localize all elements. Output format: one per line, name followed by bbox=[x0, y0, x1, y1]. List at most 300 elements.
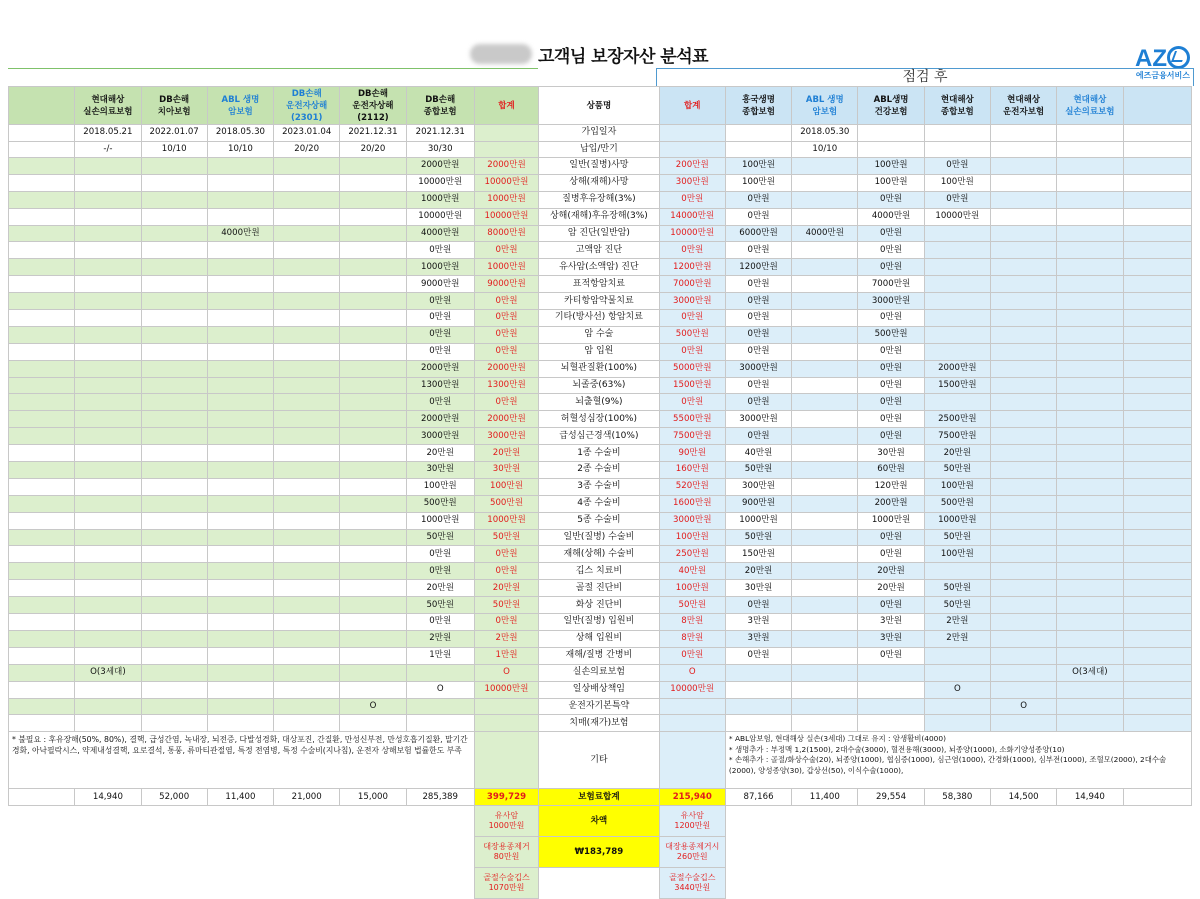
product-name: 기타(방사선) 항암치료 bbox=[539, 310, 660, 327]
right-cell: 500만원 bbox=[659, 326, 725, 343]
right-cell bbox=[858, 698, 924, 715]
left-cell bbox=[274, 377, 340, 394]
right-cell: 6000만원 bbox=[725, 225, 791, 242]
right-cell: 2000만원 bbox=[924, 360, 990, 377]
right-cell bbox=[1123, 293, 1192, 310]
left-cell bbox=[207, 326, 273, 343]
right-cell bbox=[1057, 681, 1123, 698]
right-cell bbox=[990, 225, 1056, 242]
right-cell bbox=[1057, 343, 1123, 360]
left-cell: O bbox=[406, 681, 474, 698]
product-name: 일상배상책임 bbox=[539, 681, 660, 698]
right-cell: 0만원 bbox=[659, 647, 725, 664]
blank-cell bbox=[406, 868, 474, 899]
left-cell bbox=[75, 326, 141, 343]
product-name: 골절 진단비 bbox=[539, 580, 660, 597]
row-lead-cell bbox=[9, 141, 75, 158]
left-cell bbox=[340, 411, 406, 428]
right-cell bbox=[1123, 225, 1192, 242]
row-lead-cell bbox=[9, 698, 75, 715]
right-cell bbox=[1057, 377, 1123, 394]
left-cell bbox=[207, 293, 273, 310]
right-cell: 0만원 bbox=[725, 597, 791, 614]
row-lead-cell bbox=[9, 715, 75, 732]
right-cell: 8만원 bbox=[659, 630, 725, 647]
left-cell bbox=[141, 478, 207, 495]
right-cell: 100만원 bbox=[924, 478, 990, 495]
premium-right-cell: 58,380 bbox=[924, 789, 990, 806]
left-cell bbox=[207, 563, 273, 580]
left-cell bbox=[207, 597, 273, 614]
product-name: 급성심근경색(10%) bbox=[539, 428, 660, 445]
right-cell bbox=[1123, 614, 1192, 631]
left-cell bbox=[75, 428, 141, 445]
right-cell bbox=[1123, 462, 1192, 479]
right-cell bbox=[1123, 259, 1192, 276]
left-cell bbox=[75, 529, 141, 546]
right-cell bbox=[1123, 208, 1192, 225]
product-name: 일반(질병) 입원비 bbox=[539, 614, 660, 631]
right-cell bbox=[990, 411, 1056, 428]
left-cell: 0만원 bbox=[474, 394, 538, 411]
right-header-3: ABL생명 건강보험 bbox=[858, 87, 924, 125]
right-cell: 0만원 bbox=[858, 546, 924, 563]
right-cell: 0만원 bbox=[725, 394, 791, 411]
left-cell: 2000만원 bbox=[474, 158, 538, 175]
right-header-7 bbox=[1123, 87, 1192, 125]
right-cell bbox=[858, 681, 924, 698]
left-cell: O(3세대) bbox=[75, 664, 141, 681]
table-row bbox=[9, 141, 1192, 158]
row-lead-cell bbox=[9, 546, 75, 563]
left-cell: 2만원 bbox=[406, 630, 474, 647]
left-cell: 1만원 bbox=[474, 647, 538, 664]
right-cell: 90만원 bbox=[659, 445, 725, 462]
blank-cell bbox=[1057, 806, 1123, 837]
right-cell: 3000만원 bbox=[659, 512, 725, 529]
left-cell bbox=[141, 191, 207, 208]
blank-cell bbox=[1123, 868, 1192, 899]
table-row bbox=[9, 647, 1192, 664]
left-cell bbox=[75, 174, 141, 191]
right-cell bbox=[924, 310, 990, 327]
right-header-4: 현대해상 종합보험 bbox=[924, 87, 990, 125]
left-cell: 1300만원 bbox=[474, 377, 538, 394]
left-cell: 0만원 bbox=[474, 242, 538, 259]
right-cell bbox=[725, 141, 791, 158]
right-cell bbox=[990, 293, 1056, 310]
product-name: 뇌졸중(63%) bbox=[539, 377, 660, 394]
left-cell bbox=[141, 310, 207, 327]
right-cell: 0만원 bbox=[924, 158, 990, 175]
left-cell bbox=[207, 377, 273, 394]
right-cell bbox=[990, 158, 1056, 175]
left-note: * 불필요 : 후유장해(50%, 80%), 결핵, 급성간염, 녹내장, 뇌전증, 다발성경화, 대상포진, 간질환, 만성신부전, 만성호흡기질환, 말기간경화, 아낙필락시스, 약제내성결핵, 요로결석, 통풍, 류마티관절염, 특정 전염병, 특정 수술비(지나침), 운전자 상해보험 법률한도 부족 bbox=[9, 732, 475, 789]
table-row bbox=[9, 125, 1192, 142]
left-cell bbox=[75, 512, 141, 529]
table-row bbox=[9, 276, 1192, 293]
left-cell bbox=[75, 597, 141, 614]
right-cell bbox=[1123, 343, 1192, 360]
left-cell bbox=[340, 546, 406, 563]
left-cell bbox=[340, 360, 406, 377]
table-row bbox=[9, 360, 1192, 377]
left-cell bbox=[274, 681, 340, 698]
right-cell bbox=[924, 225, 990, 242]
right-cell: 3만원 bbox=[858, 614, 924, 631]
right-cell bbox=[1057, 597, 1123, 614]
blank-cell bbox=[924, 806, 990, 837]
left-cell bbox=[274, 512, 340, 529]
right-cell bbox=[990, 478, 1056, 495]
right-cell bbox=[792, 293, 858, 310]
left-cell bbox=[75, 681, 141, 698]
left-cell: 1만원 bbox=[406, 647, 474, 664]
blank-cell bbox=[858, 868, 924, 899]
left-cell: 50만원 bbox=[406, 529, 474, 546]
left-cell bbox=[75, 411, 141, 428]
left-cell: 2000만원 bbox=[406, 158, 474, 175]
right-cell bbox=[1123, 529, 1192, 546]
left-cell bbox=[274, 360, 340, 377]
right-cell: 3만원 bbox=[725, 614, 791, 631]
row-lead-cell bbox=[9, 495, 75, 512]
row-lead-cell bbox=[9, 647, 75, 664]
right-cell bbox=[1123, 411, 1192, 428]
right-cell: 60만원 bbox=[858, 462, 924, 479]
premium-right-cell: 87,166 bbox=[725, 789, 791, 806]
product-name: 질병후유장해(3%) bbox=[539, 191, 660, 208]
blank-cell bbox=[858, 806, 924, 837]
left-cell bbox=[75, 462, 141, 479]
right-cell: 1200만원 bbox=[659, 259, 725, 276]
left-cell: 2021.12.31 bbox=[340, 125, 406, 142]
right-cell bbox=[792, 563, 858, 580]
left-cell bbox=[340, 495, 406, 512]
left-cell bbox=[274, 242, 340, 259]
left-cell bbox=[340, 445, 406, 462]
left-cell: 2000만원 bbox=[474, 411, 538, 428]
left-cell bbox=[207, 546, 273, 563]
right-cell: 1500만원 bbox=[924, 377, 990, 394]
right-cell: 0만원 bbox=[858, 411, 924, 428]
table-row bbox=[9, 293, 1192, 310]
left-cell bbox=[340, 512, 406, 529]
right-cell: 520만원 bbox=[659, 478, 725, 495]
right-cell: 1500만원 bbox=[659, 377, 725, 394]
left-cell: 2021.12.31 bbox=[406, 125, 474, 142]
right-cell: 0만원 bbox=[858, 225, 924, 242]
left-cell bbox=[141, 174, 207, 191]
summary-row bbox=[9, 837, 1192, 868]
left-cell bbox=[75, 580, 141, 597]
premium-lead bbox=[9, 789, 75, 806]
left-cell: 3000만원 bbox=[474, 428, 538, 445]
left-cell bbox=[141, 512, 207, 529]
right-cell bbox=[1057, 715, 1123, 732]
row-lead-cell bbox=[9, 664, 75, 681]
left-cell bbox=[75, 259, 141, 276]
left-cell bbox=[274, 174, 340, 191]
left-cell bbox=[274, 259, 340, 276]
left-cell: 0만원 bbox=[474, 614, 538, 631]
right-cell bbox=[924, 343, 990, 360]
left-cell bbox=[141, 630, 207, 647]
right-cell bbox=[1123, 698, 1192, 715]
right-cell bbox=[792, 360, 858, 377]
left-cell bbox=[274, 614, 340, 631]
row-lead-cell bbox=[9, 360, 75, 377]
right-cell: 0만원 bbox=[924, 191, 990, 208]
report-title bbox=[470, 40, 708, 68]
left-cell bbox=[141, 698, 207, 715]
right-cell bbox=[792, 343, 858, 360]
left-cell bbox=[75, 225, 141, 242]
right-cell bbox=[792, 630, 858, 647]
blank-cell bbox=[340, 806, 406, 837]
left-cell bbox=[340, 647, 406, 664]
right-cell bbox=[924, 293, 990, 310]
right-cell bbox=[1057, 580, 1123, 597]
row-lead-cell bbox=[9, 225, 75, 242]
right-cell bbox=[1123, 630, 1192, 647]
right-cell bbox=[1123, 276, 1192, 293]
right-cell: O bbox=[990, 698, 1056, 715]
left-cell bbox=[141, 546, 207, 563]
left-cell bbox=[474, 715, 538, 732]
product-name: 5종 수술비 bbox=[539, 512, 660, 529]
right-cell: 100만원 bbox=[924, 174, 990, 191]
right-cell bbox=[924, 242, 990, 259]
right-cell: 0만원 bbox=[725, 428, 791, 445]
table-row bbox=[9, 445, 1192, 462]
table-row bbox=[9, 715, 1192, 732]
right-cell: 0만원 bbox=[659, 310, 725, 327]
right-cell bbox=[792, 326, 858, 343]
right-cell bbox=[659, 698, 725, 715]
right-cell: 50만원 bbox=[924, 580, 990, 597]
right-cell: 0만원 bbox=[858, 647, 924, 664]
right-cell bbox=[990, 512, 1056, 529]
right-cell bbox=[792, 310, 858, 327]
right-cell bbox=[990, 343, 1056, 360]
right-cell bbox=[792, 478, 858, 495]
right-cell: 0만원 bbox=[858, 394, 924, 411]
blank-cell bbox=[990, 837, 1056, 868]
left-cell bbox=[207, 478, 273, 495]
row-lead-cell bbox=[9, 478, 75, 495]
blank-cell bbox=[141, 837, 207, 868]
product-name: 운전자기본특약 bbox=[539, 698, 660, 715]
left-cell bbox=[141, 664, 207, 681]
right-cell: 100만원 bbox=[725, 174, 791, 191]
right-cell bbox=[1057, 647, 1123, 664]
right-cell: 0만원 bbox=[725, 208, 791, 225]
right-cell bbox=[1057, 495, 1123, 512]
right-cell: 50만원 bbox=[924, 597, 990, 614]
right-cell bbox=[792, 580, 858, 597]
right-cell bbox=[990, 326, 1056, 343]
right-cell: 100만원 bbox=[924, 546, 990, 563]
table-row bbox=[9, 191, 1192, 208]
product-name: 상해(재해)후유장해(3%) bbox=[539, 208, 660, 225]
left-cell bbox=[141, 715, 207, 732]
right-cell bbox=[1123, 141, 1192, 158]
left-cell bbox=[406, 715, 474, 732]
left-cell bbox=[340, 242, 406, 259]
right-cell bbox=[792, 242, 858, 259]
table-row bbox=[9, 225, 1192, 242]
left-cell bbox=[207, 529, 273, 546]
right-cell: 0만원 bbox=[725, 276, 791, 293]
left-header-2: ABL 생명 암보험 bbox=[207, 87, 273, 125]
after-section-label: 점검 후 bbox=[656, 68, 1194, 86]
left-cell bbox=[474, 141, 538, 158]
left-cell: O bbox=[340, 698, 406, 715]
left-cell bbox=[141, 445, 207, 462]
blank-cell bbox=[9, 806, 75, 837]
left-cell: 20만원 bbox=[406, 445, 474, 462]
left-cell bbox=[75, 191, 141, 208]
right-cell: 150만원 bbox=[725, 546, 791, 563]
premium-left-cell: 15,000 bbox=[340, 789, 406, 806]
before-section-line bbox=[8, 68, 538, 69]
right-cell bbox=[792, 546, 858, 563]
table-row bbox=[9, 208, 1192, 225]
right-cell: 7500만원 bbox=[924, 428, 990, 445]
left-cell bbox=[207, 411, 273, 428]
table-row bbox=[9, 478, 1192, 495]
table-row bbox=[9, 259, 1192, 276]
row-lead-cell bbox=[9, 614, 75, 631]
blank-cell bbox=[1123, 806, 1192, 837]
right-cell bbox=[792, 191, 858, 208]
blank-cell bbox=[75, 806, 141, 837]
left-cell bbox=[207, 208, 273, 225]
right-cell: 40만원 bbox=[659, 563, 725, 580]
left-cell bbox=[207, 343, 273, 360]
left-cell bbox=[274, 563, 340, 580]
left-cell bbox=[141, 462, 207, 479]
left-cell bbox=[207, 276, 273, 293]
left-cell bbox=[75, 563, 141, 580]
left-cell bbox=[207, 259, 273, 276]
left-cell bbox=[207, 462, 273, 479]
summary-left: 골절수술깁스 1070만원 bbox=[474, 868, 538, 899]
right-cell bbox=[990, 394, 1056, 411]
left-cell bbox=[75, 360, 141, 377]
right-cell bbox=[990, 630, 1056, 647]
product-name: 암 입원 bbox=[539, 343, 660, 360]
right-cell bbox=[924, 647, 990, 664]
product-name: 뇌출혈(9%) bbox=[539, 394, 660, 411]
right-cell: 0만원 bbox=[858, 377, 924, 394]
blank-cell bbox=[207, 837, 273, 868]
right-cell: 500만원 bbox=[858, 326, 924, 343]
left-cell bbox=[141, 394, 207, 411]
left-cell: 0만원 bbox=[406, 546, 474, 563]
right-cell bbox=[725, 698, 791, 715]
right-cell bbox=[1057, 411, 1123, 428]
right-cell bbox=[990, 647, 1056, 664]
left-cell bbox=[207, 191, 273, 208]
left-cell: 10000만원 bbox=[474, 174, 538, 191]
right-cell bbox=[990, 360, 1056, 377]
product-header: 상품명 bbox=[539, 87, 660, 125]
left-cell: 0만원 bbox=[406, 394, 474, 411]
row-lead-cell bbox=[9, 259, 75, 276]
header-blank bbox=[9, 87, 75, 125]
left-cell bbox=[207, 310, 273, 327]
right-header-1: 흥국생명 종합보험 bbox=[725, 87, 791, 125]
left-cell bbox=[340, 462, 406, 479]
right-header-6: 현대해상 실손의료보험 bbox=[1057, 87, 1123, 125]
left-cell: 30만원 bbox=[406, 462, 474, 479]
left-cell bbox=[141, 580, 207, 597]
product-name: 납입/만기 bbox=[539, 141, 660, 158]
right-cell bbox=[792, 276, 858, 293]
right-cell bbox=[1057, 546, 1123, 563]
table-row bbox=[9, 495, 1192, 512]
left-cell: 2018.05.21 bbox=[75, 125, 141, 142]
right-cell bbox=[990, 174, 1056, 191]
product-name: 표적항암치료 bbox=[539, 276, 660, 293]
table-row bbox=[9, 158, 1192, 175]
right-cell: 0만원 bbox=[725, 310, 791, 327]
right-cell: 0만원 bbox=[659, 191, 725, 208]
right-cell bbox=[1057, 158, 1123, 175]
blank-cell bbox=[141, 868, 207, 899]
left-cell: 30/30 bbox=[406, 141, 474, 158]
premium-right-cell: 29,554 bbox=[858, 789, 924, 806]
left-cell bbox=[75, 495, 141, 512]
left-cell bbox=[207, 580, 273, 597]
right-cell: 5500만원 bbox=[659, 411, 725, 428]
left-cell bbox=[406, 698, 474, 715]
right-cell: 0만원 bbox=[858, 360, 924, 377]
table-row bbox=[9, 343, 1192, 360]
left-cell bbox=[207, 664, 273, 681]
right-cell: 20만원 bbox=[858, 580, 924, 597]
right-cell bbox=[990, 445, 1056, 462]
table-row bbox=[9, 698, 1192, 715]
right-cell: 0만원 bbox=[659, 343, 725, 360]
left-cell bbox=[141, 225, 207, 242]
right-cell bbox=[1123, 597, 1192, 614]
left-cell: 1000만원 bbox=[474, 191, 538, 208]
right-cell bbox=[1123, 495, 1192, 512]
row-lead-cell bbox=[9, 208, 75, 225]
right-cell: 7000만원 bbox=[659, 276, 725, 293]
row-lead-cell bbox=[9, 276, 75, 293]
right-cell: 30만원 bbox=[725, 580, 791, 597]
left-cell: O bbox=[474, 664, 538, 681]
left-cell bbox=[274, 580, 340, 597]
right-cell bbox=[725, 664, 791, 681]
left-cell bbox=[340, 225, 406, 242]
summary-left: 유사암 1000만원 bbox=[474, 806, 538, 837]
product-name: 고액암 진단 bbox=[539, 242, 660, 259]
right-cell: 100만원 bbox=[858, 174, 924, 191]
right-cell: 3000만원 bbox=[858, 293, 924, 310]
right-cell: 0만원 bbox=[858, 343, 924, 360]
right-cell: 100만원 bbox=[659, 529, 725, 546]
right-cell bbox=[1123, 664, 1192, 681]
diff-value: ₩183,789 bbox=[539, 837, 660, 868]
right-cell: 10000만원 bbox=[659, 225, 725, 242]
right-cell bbox=[1057, 293, 1123, 310]
left-cell bbox=[75, 310, 141, 327]
